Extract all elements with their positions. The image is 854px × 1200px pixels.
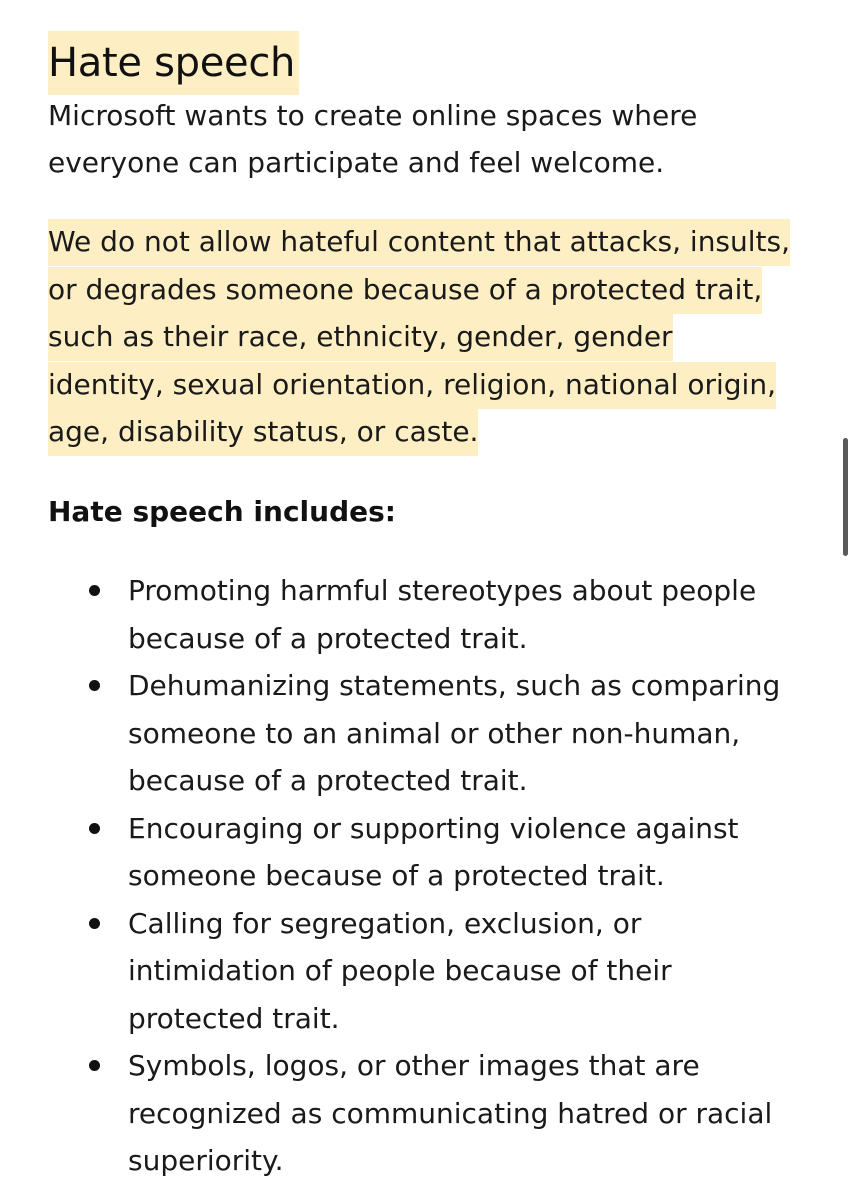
list-item — [48, 567, 808, 662]
bullet-icon — [89, 823, 100, 834]
intro-paragraph: Microsoft wants to create online spaces where everyone can participate and feel welcome. — [48, 99, 698, 179]
scrollbar-thumb[interactable] — [843, 438, 848, 556]
list-item-text: Dehumanizing statements, such as comparing someone to an animal or other non-human, because of a protected trait. — [128, 669, 781, 797]
bullet-icon — [89, 918, 100, 929]
highlighted-policy-text: We do not allow hateful content that attacks, insults, or degrades someone because of a protected trait, such as their race, ethnicity, gender, gender identity, sexual orientation, religion, national origin, age, disability status, or caste. — [48, 219, 790, 456]
list-item-text: Symbols, logos, or other images that are recognized as communicating hatred or racial superiority. — [128, 1049, 773, 1177]
page-title: Hate speech — [48, 31, 299, 95]
list-item — [48, 1042, 808, 1185]
list-item — [48, 805, 808, 900]
list-item — [48, 900, 808, 1043]
list-item-text: Promoting harmful stereotypes about people because of a protected trait. — [128, 574, 757, 655]
policy-paragraph — [48, 218, 793, 456]
bullet-icon — [89, 680, 100, 691]
bullet-icon — [89, 585, 100, 596]
list-item — [48, 662, 808, 805]
section-subheading: Hate speech includes: — [48, 495, 396, 528]
list-item-text: Encouraging or supporting violence against someone because of a protected trait. — [128, 811, 739, 892]
list-item-text: Calling for segregation, exclusion, or intimidation of people because of their protected trait. — [128, 906, 672, 1035]
bullet-icon — [89, 1060, 100, 1071]
hate-speech-list — [48, 567, 808, 1185]
